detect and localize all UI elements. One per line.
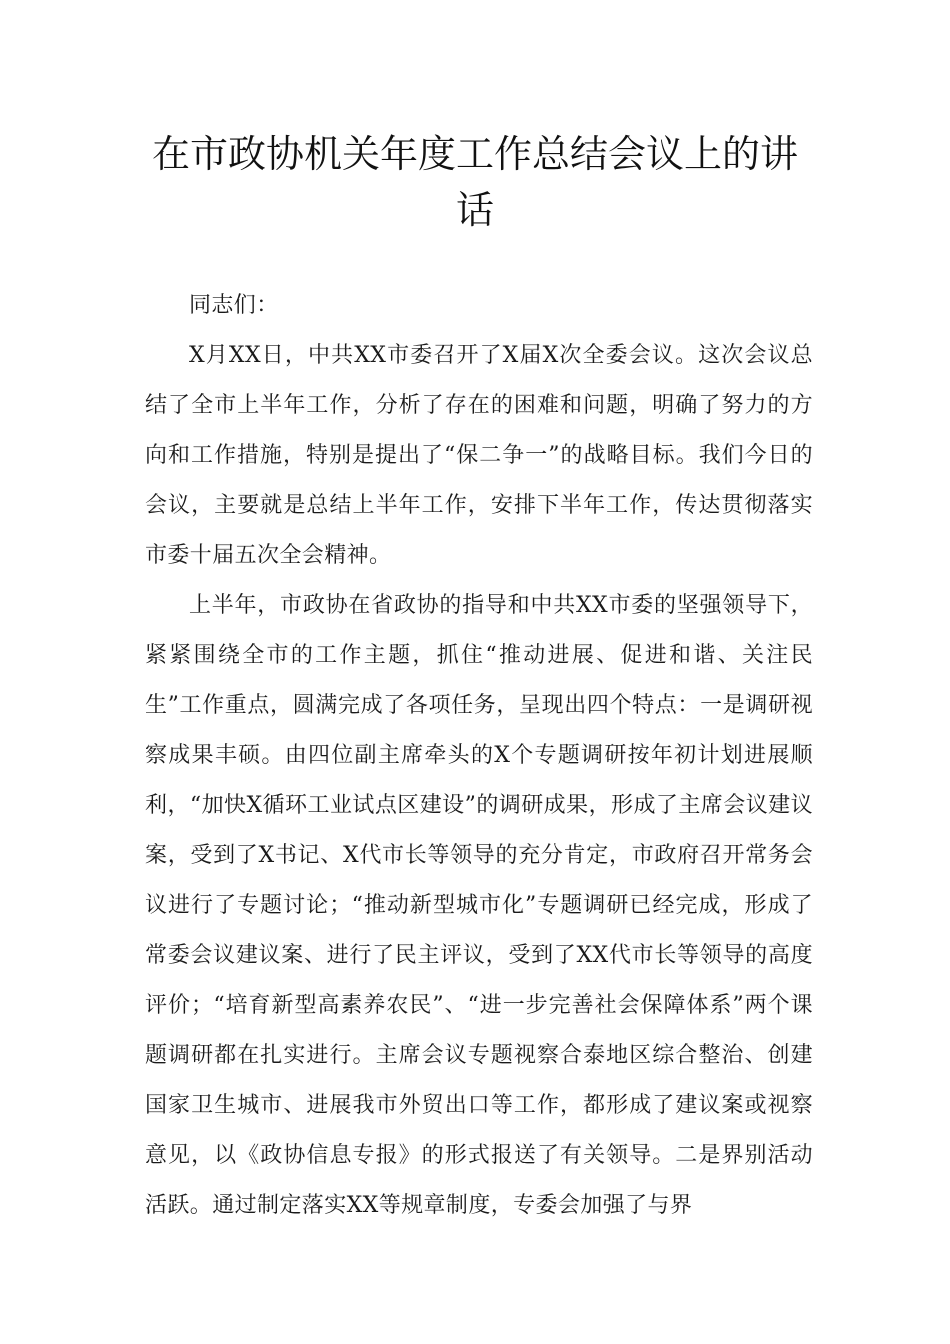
paragraph-1: X月XX日，中共XX市委召开了X届X次全委会议。这次会议总结了全市上半年工作，分析了存在的困难和问题，明确了努力的方向和工作措施，特别是提出了“保二争一”的战略目标。我们今日的会议，主要就是总结上半年工作，安排下半年工作，传达贯彻落实市委十届五次全会精神。 xyxy=(145,343,813,568)
document-title: 在市政协机关年度工作总结会议上的讲话 xyxy=(151,132,798,232)
salutation: 同志们： xyxy=(189,293,279,318)
document-body xyxy=(145,281,813,1231)
paragraph-2: 上半年，市政协在省政协的指导和中共XX市委的坚强领导下，紧紧围绕全市的工作主题，抓住“推动进展、促进和谐、关注民生”工作重点，圆满完成了各项任务，呈现出四个特点：一是调研视察成果丰硕。由四位副主席牵头的X个专题调研按年初计划进展顺利，“加快X循环工业试点区建设”的调研成果，形成了主席会议建议案，受到了X书记、X代市长等领导的充分肯定，市政府召开常务会议进行了专题讨论；“推动新型城市化”专题调研已经完成，形成了常委会议建议案、进行了民主评议，受到了XX代市长等领导的高度评价；“培育新型高素养农民”、“进一步完善社会保障体系”两个课题调研都在扎实进行。主席会议专题视察合泰地区综合整治、创建国家卫生城市、进展我市外贸出口等工作，都形成了建议案或视察意见，以《政协信息专报》的形式报送了有关领导。二是界别活动活跃。通过制定落实XX等规章制度，专委会加强了与界 xyxy=(145,593,813,1218)
